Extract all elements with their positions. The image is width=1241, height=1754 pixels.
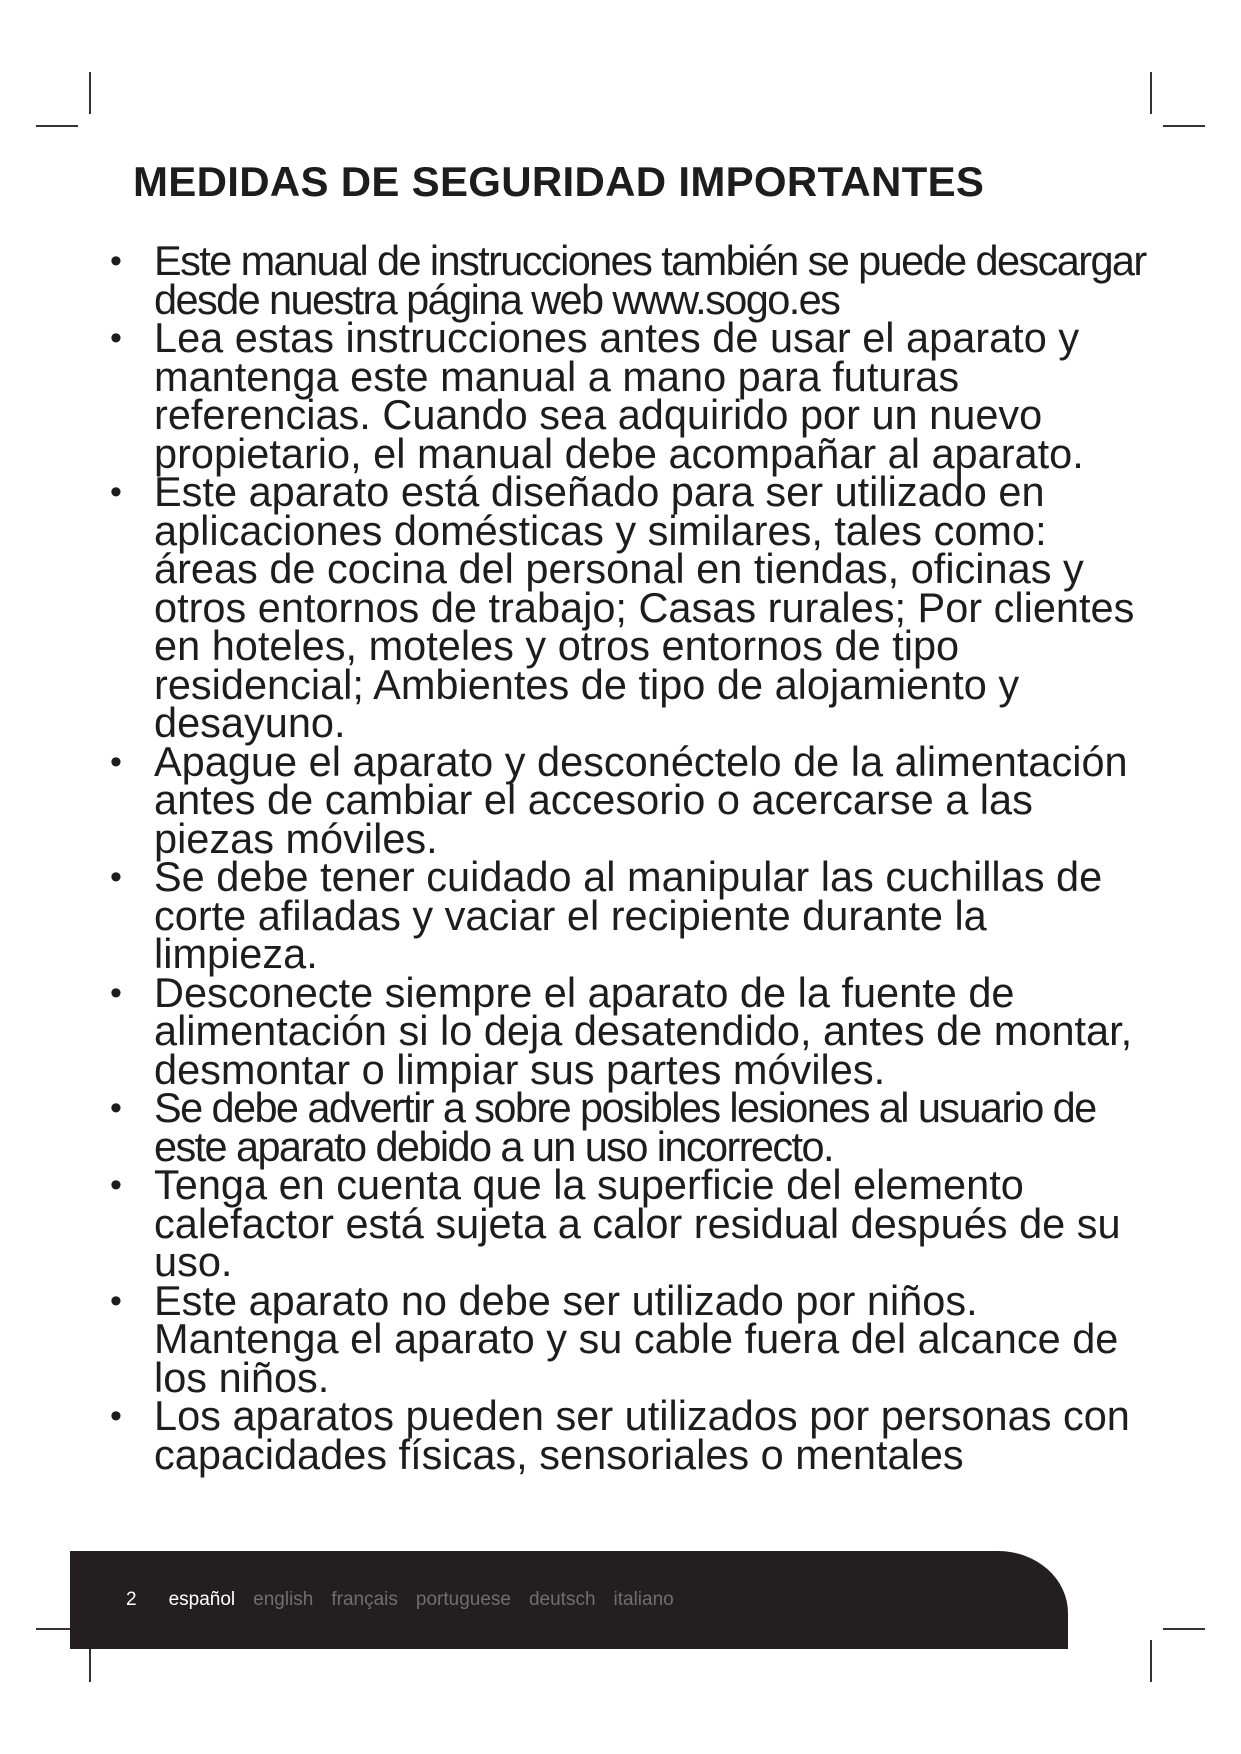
crop-mark (1150, 1640, 1152, 1682)
bullet-icon: • (110, 242, 122, 280)
list-item: • Los aparatos pueden ser utilizados por personas con capacidades físicas, sensoriales o mentales (106, 1397, 1146, 1474)
bullet-icon: • (110, 1281, 122, 1320)
bullet-icon: • (110, 1089, 122, 1127)
lang-italiano[interactable]: italiano (613, 1589, 674, 1610)
list-item: • Este aparato no debe ser utilizado por niños. Mantenga el aparato y su cable fuera del alcance de los niños. (106, 1282, 1146, 1398)
lang-english[interactable]: english (253, 1589, 314, 1610)
bullet-icon: • (110, 858, 122, 896)
crop-mark (36, 125, 78, 127)
crop-mark (89, 72, 91, 114)
lang-portuguese[interactable]: portuguese (415, 1589, 511, 1610)
safety-list (106, 237, 1146, 1478)
list-item: • Se debe advertir a sobre posibles lesiones al usuario de este aparato debido a un uso incorrecto. (106, 1089, 1146, 1166)
list-item: • Desconecte siempre el aparato de la fuente de alimentación si lo deja desatendido, antes de montar, desmontar o limpiar sus partes móviles. (106, 974, 1146, 1090)
page-number: 2 (126, 1589, 137, 1610)
crop-mark (1150, 72, 1152, 114)
bullet-icon: • (110, 319, 122, 357)
lang-deutsch[interactable]: deutsch (528, 1589, 596, 1610)
list-item: • Tenga en cuenta que la superficie del elemento calefactor está sujeta a calor residual después de su uso. (106, 1166, 1146, 1282)
bullet-icon: • (110, 473, 122, 511)
lang-espanol[interactable]: español (168, 1589, 236, 1610)
footer-content (126, 1551, 692, 1649)
bullet-icon: • (110, 1397, 122, 1435)
bullet-icon: • (110, 973, 122, 1012)
footer-bar (70, 1551, 1068, 1649)
list-item: • Este aparato está diseñado para ser utilizado en aplicaciones domésticas y similares, tales como: áreas de cocina del personal en tiendas, oficinas y otros entornos de trabajo; Casas rurales; Por clientes en hoteles, moteles y otros entornos de tipo residencial; Ambientes de tipo de alojamiento y desayuno. (106, 473, 1146, 743)
crop-mark (1163, 125, 1205, 127)
list-item: • Se debe tener cuidado al manipular las cuchillas de corte afiladas y vaciar el recipiente durante la limpieza. (106, 858, 1146, 974)
lang-francais[interactable]: français (331, 1589, 398, 1610)
list-item: • Apague el aparato y desconéctelo de la alimentación antes de cambiar el accesorio o acercarse a las piezas móviles. (106, 743, 1146, 859)
crop-mark (1163, 1628, 1205, 1630)
list-item: • Este manual de instrucciones también se puede descargar desde nuestra página web www.sogo.es (106, 242, 1146, 319)
bullet-icon: • (110, 1166, 122, 1204)
list-item: • Lea estas instrucciones antes de usar el aparato y mantenga este manual a mano para futuras referencias. Cuando sea adquirido por un nuevo propietario, el manual debe acompañar al aparato. (106, 319, 1146, 473)
page-title: MEDIDAS DE SEGURIDAD IMPORTANTES (133, 158, 985, 205)
bullet-icon: • (110, 742, 122, 781)
